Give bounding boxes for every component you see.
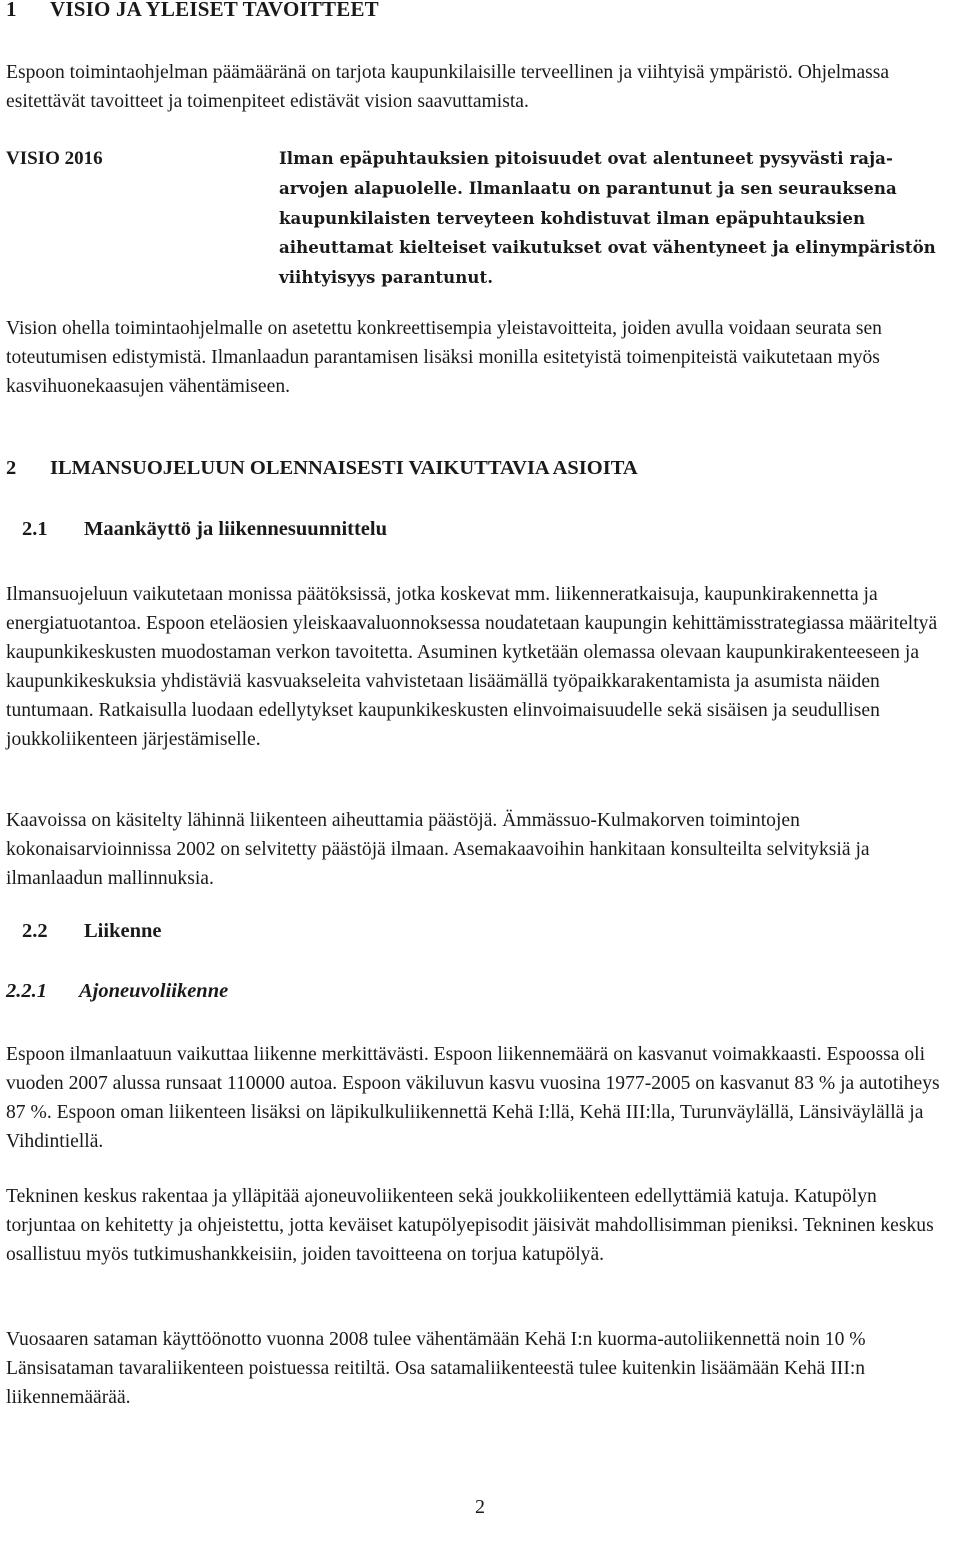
subsection-2-1-number: 2.1 <box>22 518 48 540</box>
section-1-heading <box>6 0 946 24</box>
subsection-2-1-title: Maankäyttö ja liikennesuunnittelu <box>84 518 387 540</box>
subsection-2-1-para-2: Kaavoissa on käsitelty lähinnä liikenteen aiheuttamia päästöjä. Ämmässuo-Kulmakorven toimintojen kokonaisarvioinnissa 2002 on selvitetty päästöjä ilmaan. Asemakaavoihin hankitaan konsulteilta selvityksiä ja ilmanlaadun mallinnuksia. <box>6 810 870 889</box>
section-1-intro: Espoon toimintaohjelman päämääränä on tarjota kaupunkilaisille terveellinen ja viihtyisä ympäristö. Ohjelmassa esitettävät tavoitteet ja toimenpiteet edistävät vision saavuttamista. <box>6 62 890 112</box>
subsection-2-2-title: Liikenne <box>84 920 162 942</box>
subsection-2-2-1-heading <box>6 976 906 1006</box>
visio-statement: Ilman epäpuhtauksien pitoisuudet ovat alentuneet pysyvästi raja-arvojen alapuolelle. Ilmanlaatu on parantunut ja sen seurauksena kaupunkilaisten terveyteen kohdistuvat ilman epäpuhtauksien aiheuttamat kielteiset vaikutukset ovat vähentyneet ja elinympäristön viihtyisyys parantunut. <box>279 148 936 288</box>
section-1-number: 1 <box>6 0 17 21</box>
section-1-title: VISIO JA YLEISET TAVOITTEET <box>50 0 379 21</box>
subsection-2-2-number: 2.2 <box>22 920 48 942</box>
subsection-2-1-para-1: Ilmansuojeluun vaikutetaan monissa päätöksissä, jotka koskevat mm. liikenneratkaisuja, kaupunkirakennetta ja energiatuotantoa. Espoon eteläosien yleiskaavaluonnoksessa noudatetaan kaupungin kehittämisstrategiassa määriteltyä kaupunkikeskusten muodostaman verkon tavoitetta. Asuminen kytketään olemassa olevaan kaupunkirakenteeseen ja kaupunkikeskuksia yhdistäviä kasvuakseleita vahvistetaan lisäämällä työpaikkarakentamista ja asumista näiden tuntumaan. Ratkaisulla luodaan edellytykset kaupunkikeskusten elinvoimaisuudelle sekä sisäisen ja seudullisen joukkoliikenteen järjestämiselle. <box>6 584 938 750</box>
subsection-2-2-1-number: 2.2.1 <box>6 980 47 1002</box>
subsection-2-1-heading <box>22 514 922 544</box>
subsection-2-2-heading <box>22 916 922 946</box>
section-2-title: ILMANSUOJELUUN OLENNAISESTI VAIKUTTAVIA ASIOITA <box>50 457 638 479</box>
visio-label: VISIO 2016 <box>6 148 103 169</box>
page-number: 2 <box>475 1496 485 1518</box>
section-2-heading <box>6 453 946 483</box>
subsection-2-2-1-para-1: Espoon ilmanlaatuun vaikuttaa liikenne merkittävästi. Espoon liikennemäärä on kasvanut voimakkaasti. Espoossa oli vuoden 2007 alussa runsaat 110000 autoa. Espoon väkiluvun kasvu vuosina 1977-2005 on kasvanut 83 % ja autotiheys 87 %. Espoon oman liikenteen lisäksi on läpikulkuliikennettä Kehä I:llä, Kehä III:lla, Turunväylällä, Länsiväylällä ja Vihdintiellä. <box>6 1044 940 1152</box>
section-2-number: 2 <box>6 457 17 479</box>
subsection-2-2-1-para-3: Vuosaaren sataman käyttöönotto vuonna 2008 tulee vähentämään Kehä I:n kuorma-autoliikennettä noin 10 % Länsisataman tavaraliikenteen poistuessa reitiltä. Osa satamaliikenteestä tulee kuitenkin lisäämään Kehä III:n liikennemäärää. <box>6 1329 866 1408</box>
section-1-after-visio: Vision ohella toimintaohjelmalle on asetettu konkreettisempia yleistavoitteita, joiden avulla voidaan seurata sen toteutumisen edistymistä. Ilmanlaadun parantamisen lisäksi monilla esitetyistä toimenpiteistä vaikutetaan myös kasvihuonekaasujen vähentämiseen. <box>6 318 882 397</box>
subsection-2-2-1-title: Ajoneuvoliikenne <box>79 980 229 1002</box>
subsection-2-2-1-para-2: Tekninen keskus rakentaa ja ylläpitää ajoneuvoliikenteen sekä joukkoliikenteen edellyttämiä katuja. Katupölyn torjuntaa on kehitetty ja ohjeistettu, jotta keväiset katupölyepisodit jäisivät mahdollisimman pieniksi. Tekninen keskus osallistuu myös tutkimushankkeisiin, joiden tavoitteena on torjua katupölyä. <box>6 1186 934 1265</box>
